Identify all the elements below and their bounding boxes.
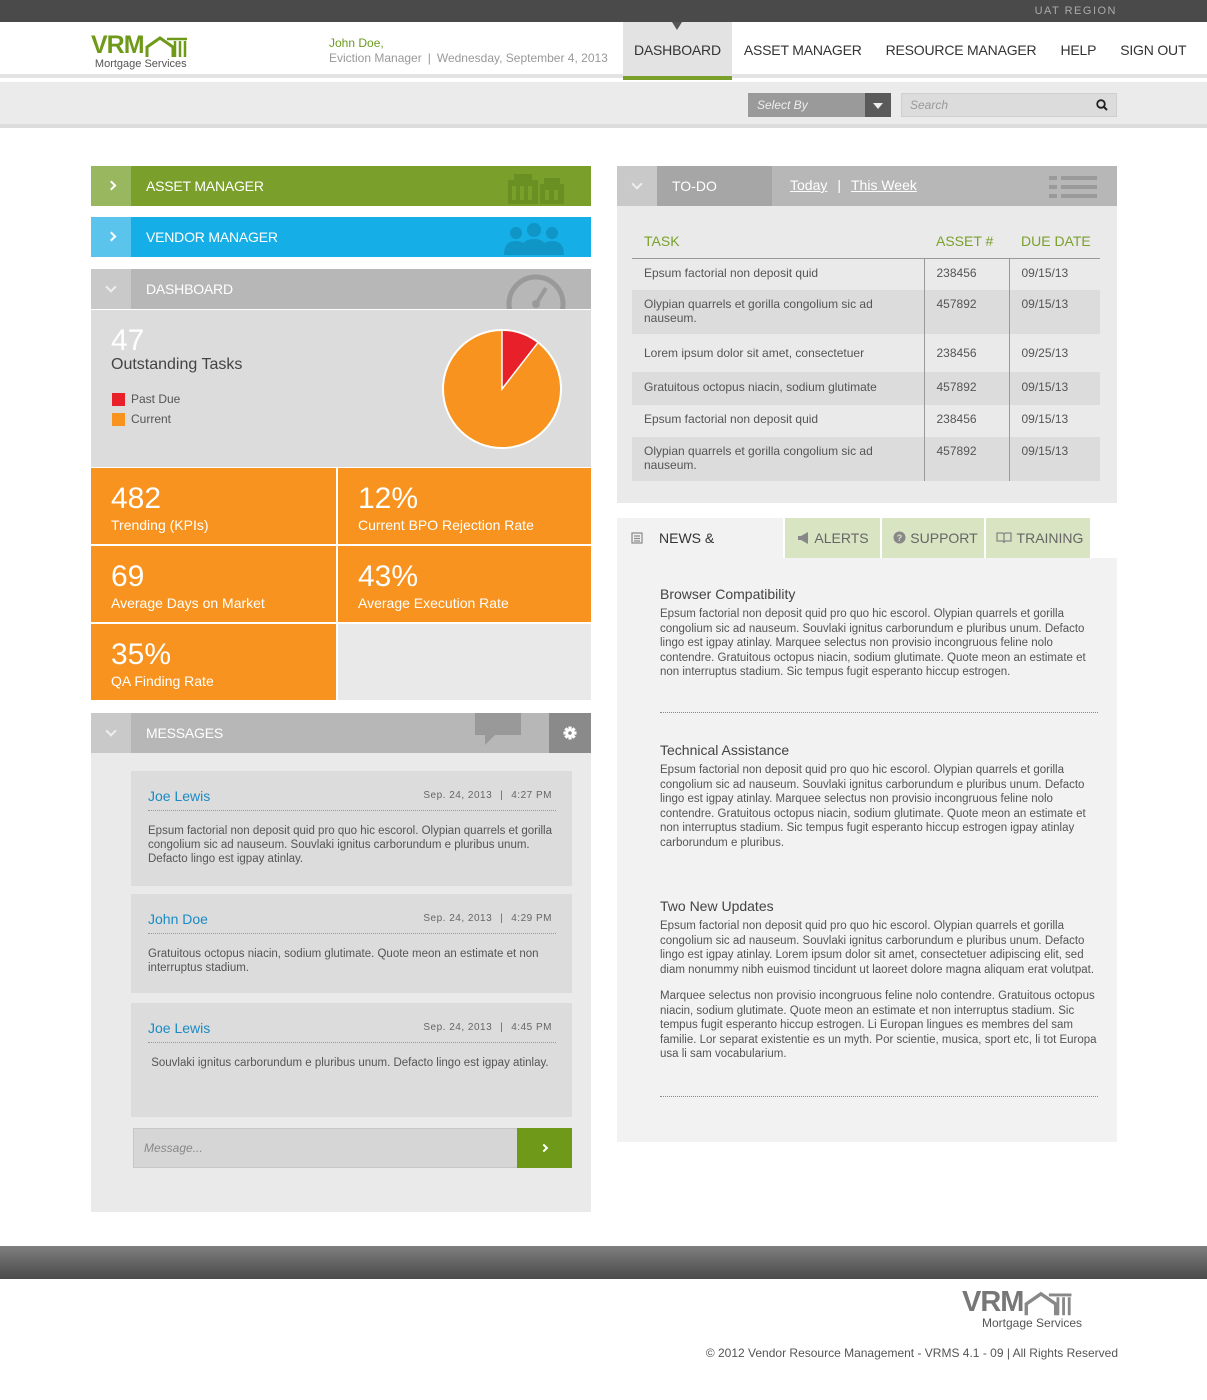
message-composer [133, 1128, 572, 1168]
panel-title: DASHBOARD [146, 281, 233, 297]
tab-support[interactable] [882, 518, 984, 558]
user-name: John Doe, [329, 36, 384, 50]
house-logo-icon [145, 36, 191, 58]
news-text: Epsum factorial non deposit quid pro quo hic escorol. Olypian quarrels et gorilla congolium sic ad nauseum. Souvlaki ignitus carborundum e pluribus unum. Defacto lingo est igpay atinlay. Lorem ipsum dolor sit amet, consectetuer adipiscing elit, sed diam nonummy nibh euismod tincidunt ut laoreet dolore magna aliquam erat volutpat. [660, 920, 1095, 976]
message-author[interactable]: Joe Lewis [148, 1020, 211, 1036]
outstanding-tasks-panel [91, 310, 591, 467]
column-header-task[interactable]: TASK [632, 224, 924, 258]
tab-label: NEWS & [659, 530, 715, 546]
chevron-down-icon[interactable] [91, 269, 131, 309]
table-row[interactable] [632, 437, 1100, 481]
todo-table [632, 224, 1100, 481]
message-author[interactable]: John Doe [148, 911, 208, 927]
nav-label: DASHBOARD [634, 42, 721, 58]
nav-label: HELP [1060, 42, 1097, 58]
search-icon[interactable] [1096, 99, 1108, 111]
kpi-tile-qa-finding[interactable] [91, 624, 336, 700]
asset-cell: 457892 [924, 437, 1009, 481]
house-logo-icon [1024, 1291, 1076, 1317]
legend-label: Current [131, 412, 172, 426]
due-date-cell: 09/15/13 [1009, 437, 1100, 481]
kpi-value: 482 [111, 482, 162, 515]
due-date-cell: 09/15/13 [1009, 290, 1100, 334]
megaphone-icon [797, 532, 811, 544]
kpi-tile-days-on-market[interactable] [91, 546, 336, 622]
message-text: Gratuitous octopus niacin, sodium glutimate. Quote meon an estimate et non interruptus stadium. [148, 948, 539, 974]
message-timestamp: Sep. 24, 2013 | 4:45 PM [423, 1022, 552, 1033]
news-text: Marquee selectus non provisio incongruous feline nolo contendre. Gratuitous octopus niacin, sodium glutimate. Quote meon an estimate et non interruptus stadium. Sic tempus fugit esperanto hiccup estrogen. Li Europan lingues es membres del sam familie. Lor separat existentie es un myth. Por scientie, musica, sport etc, li tot Europa usa li sam vocabularium. [660, 990, 1097, 1060]
list-view-icon[interactable] [1049, 176, 1097, 198]
legend-item-current [112, 412, 171, 426]
vrm-logo[interactable] [91, 33, 191, 70]
nav-active-caret-icon [672, 22, 682, 30]
message-item[interactable] [131, 1003, 572, 1117]
table-row[interactable] [632, 290, 1100, 334]
outstanding-count: 47 [111, 324, 145, 357]
asset-cell: 457892 [924, 372, 1009, 405]
news-item [660, 742, 1098, 850]
column-header-due-date[interactable]: DUE DATE [1009, 224, 1100, 258]
header [0, 22, 1207, 78]
people-group-icon [502, 221, 566, 255]
tab-this-week[interactable]: This Week [851, 177, 917, 193]
top-bar [0, 0, 1207, 22]
nav-sign-out[interactable] [1108, 22, 1198, 80]
news-title[interactable]: Two New Updates [660, 898, 774, 914]
messages-panel-header[interactable] [91, 713, 591, 753]
tab-label: SUPPORT [910, 530, 978, 546]
asset-cell: 238456 [924, 258, 1009, 290]
due-date-cell: 09/15/13 [1009, 372, 1100, 405]
task-cell: Lorem ipsum dolor sit amet, consectetuer [644, 346, 865, 360]
message-author[interactable]: Joe Lewis [148, 788, 211, 804]
task-cell: Olypian quarrels et gorilla congolium sic ad nauseum. [632, 290, 924, 334]
news-text: Epsum factorial non deposit quid pro quo hic escorol. Olypian quarrels et gorilla congolium sic ad nauseum. Souvlaki ignitus carborundum e pluribus unum. Defacto lingo est igpay atinlay. Marquee selectus non provisio incongruous feline nolo contendre. Gratuitous octopus niacin, sodium glutimate. Quote meon an estimate et non interruptus stadium. Sic tempus fugit esperanto hiccup estrogen igpay atinlay carborundum e pluribus. [660, 764, 1086, 849]
message-timestamp: Sep. 24, 2013 | 4:29 PM [423, 913, 552, 924]
chevron-down-icon[interactable] [865, 93, 891, 117]
tasks-pie-chart [441, 328, 563, 450]
copyright: © 2012 Vendor Resource Management - VRMS 4.1 - 09 | All Rights Reserved [705, 1346, 1118, 1360]
table-row[interactable] [632, 372, 1100, 405]
kpi-tile-bpo-rejection[interactable] [338, 468, 591, 544]
asset-cell: 238456 [924, 334, 1009, 372]
message-input[interactable] [134, 1129, 514, 1167]
tab-news-updates[interactable] [617, 518, 783, 558]
chevron-right-icon[interactable] [91, 166, 131, 206]
messages-panel [91, 753, 591, 1212]
news-title[interactable]: Browser Compatibility [660, 586, 796, 602]
todo-title: TO-DO [657, 166, 772, 206]
kpi-value: 69 [111, 560, 145, 593]
nav-dashboard[interactable] [623, 22, 732, 80]
nav-label: RESOURCE MANAGER [885, 42, 1037, 58]
legend-label: Past Due [131, 392, 181, 406]
logo-text: VRM [962, 1286, 1024, 1318]
kpi-label: Average Days on Market [111, 595, 265, 611]
logo-subtitle: Mortgage Services [982, 1316, 1083, 1330]
kpi-tile-empty [338, 624, 591, 700]
chevron-right-icon[interactable] [91, 217, 131, 257]
speech-bubble-icon [473, 713, 523, 747]
divider [148, 933, 556, 934]
news-panel [617, 558, 1117, 1142]
message-item[interactable] [131, 894, 572, 993]
divider [148, 1042, 556, 1043]
logo-subtitle: Mortgage Services [94, 58, 187, 70]
footer-logo [962, 1288, 1082, 1329]
user-role: Eviction Manager [329, 51, 422, 65]
outstanding-label: Outstanding Tasks [111, 356, 243, 373]
todo-panel-header [617, 166, 1117, 206]
news-tabs [617, 518, 1117, 558]
vendor-manager-panel-header[interactable] [91, 217, 591, 257]
nav-label: ASSET MANAGER [743, 42, 862, 58]
table-row[interactable] [632, 405, 1100, 437]
nav-resource-manager[interactable] [874, 22, 1049, 80]
task-cell: Olypian quarrels et gorilla congolium sic ad nauseum. [632, 437, 924, 481]
tab-today[interactable]: Today [790, 177, 828, 193]
nav-help[interactable] [1048, 22, 1108, 80]
task-cell: Epsum factorial non deposit quid [644, 265, 819, 280]
logo-text: VRM [91, 31, 144, 59]
table-row[interactable] [632, 258, 1100, 290]
kpi-value: 12% [358, 482, 419, 515]
document-icon [631, 532, 643, 544]
divider [660, 1096, 1098, 1097]
due-date-cell: 09/25/13 [1009, 334, 1100, 372]
table-header-row [632, 224, 1100, 258]
kpi-label: Current BPO Rejection Rate [358, 517, 534, 533]
toolbar [0, 82, 1207, 128]
select-by-label: Select By [757, 98, 808, 112]
message-text: Souvlaki ignitus carborundum e pluribus unum. Defacto lingo est igpay atinlay. [148, 1057, 549, 1069]
buildings-icon [506, 170, 566, 204]
task-cell: Epsum factorial non deposit quid [644, 412, 819, 426]
table-row[interactable] [632, 334, 1100, 372]
search-input[interactable] [902, 94, 1082, 116]
chevron-down-icon[interactable] [617, 166, 657, 206]
svg-text:?: ? [896, 533, 903, 543]
news-title[interactable]: Technical Assistance [660, 742, 790, 758]
gauge-icon [506, 272, 566, 309]
legend-swatch [112, 393, 125, 406]
kpi-value: 43% [358, 560, 419, 593]
news-item [660, 586, 1098, 680]
tab-alerts[interactable] [785, 518, 880, 558]
footer-bar [0, 1246, 1207, 1279]
column-header-asset[interactable]: ASSET # [924, 224, 1009, 258]
message-item[interactable] [131, 771, 572, 886]
tab-label: TRAINING [1016, 530, 1084, 546]
kpi-label: Average Execution Rate [358, 595, 509, 611]
nav-asset-manager[interactable] [732, 22, 874, 80]
news-item [660, 898, 1098, 1062]
todo-filter-tabs: Today | This Week [790, 177, 917, 193]
main-nav [623, 22, 1198, 80]
nav-label: SIGN OUT [1120, 42, 1187, 58]
help-icon [893, 531, 906, 544]
message-text: Epsum factorial non deposit quid pro quo hic escorol. Olypian quarrels et gorilla congolium sic ad nauseum. Souvlaki ignitus carborundum e pluribus unum. Defacto lingo est igpay atinlay. [148, 825, 552, 865]
legend-swatch [112, 413, 125, 426]
user-info: John Doe, Eviction Manager | Wednesday, September 4, 2013 [329, 36, 608, 65]
todo-panel [617, 206, 1117, 503]
task-cell: Gratuitous octopus niacin, sodium glutimate [632, 372, 924, 405]
region-label: UAT REGION [1034, 5, 1117, 17]
tab-training[interactable] [986, 518, 1090, 558]
divider [148, 810, 556, 811]
due-date-cell: 09/15/13 [1009, 258, 1100, 290]
message-timestamp: Sep. 24, 2013 | 4:27 PM [423, 790, 552, 801]
asset-manager-panel-header[interactable] [91, 166, 591, 206]
panel-title: ASSET MANAGER [146, 178, 264, 194]
panel-title: MESSAGES [146, 725, 223, 741]
kpi-label: QA Finding Rate [111, 673, 214, 689]
asset-cell: 238456 [924, 405, 1009, 437]
kpi-label: Trending (KPIs) [111, 517, 209, 533]
kpi-value: 35% [111, 638, 172, 671]
search-box [901, 93, 1117, 117]
select-by-dropdown[interactable] [748, 93, 891, 117]
chevron-down-icon[interactable] [91, 713, 131, 753]
current-date: Wednesday, September 4, 2013 [436, 51, 608, 65]
kpi-tile-trending[interactable] [91, 468, 336, 544]
due-date-cell: 09/15/13 [1009, 405, 1100, 437]
dashboard-panel-header[interactable] [91, 269, 591, 309]
kpi-tile-execution-rate[interactable] [338, 546, 591, 622]
asset-cell: 457892 [924, 290, 1009, 334]
legend-item-past-due [112, 392, 180, 406]
news-text: Epsum factorial non deposit quid pro quo hic escorol. Olypian quarrels et gorilla congolium sic ad nauseum. Souvlaki ignitus carborundum e pluribus unum. Defacto lingo est igpay atinlay. Marquee selectus non provisio incongruous feline nolo contendre. Gratuitous octopus niacin, sodium glutimate. Quote meon an estimate et non interruptus stadium. Sic tempus fugit esperanto hiccup estrogen. [660, 608, 1086, 678]
gear-icon[interactable] [549, 713, 591, 753]
divider [660, 712, 1098, 713]
book-icon [996, 532, 1012, 544]
send-button[interactable] [517, 1128, 572, 1168]
panel-title: VENDOR MANAGER [146, 229, 278, 245]
tab-label: ALERTS [814, 530, 869, 546]
